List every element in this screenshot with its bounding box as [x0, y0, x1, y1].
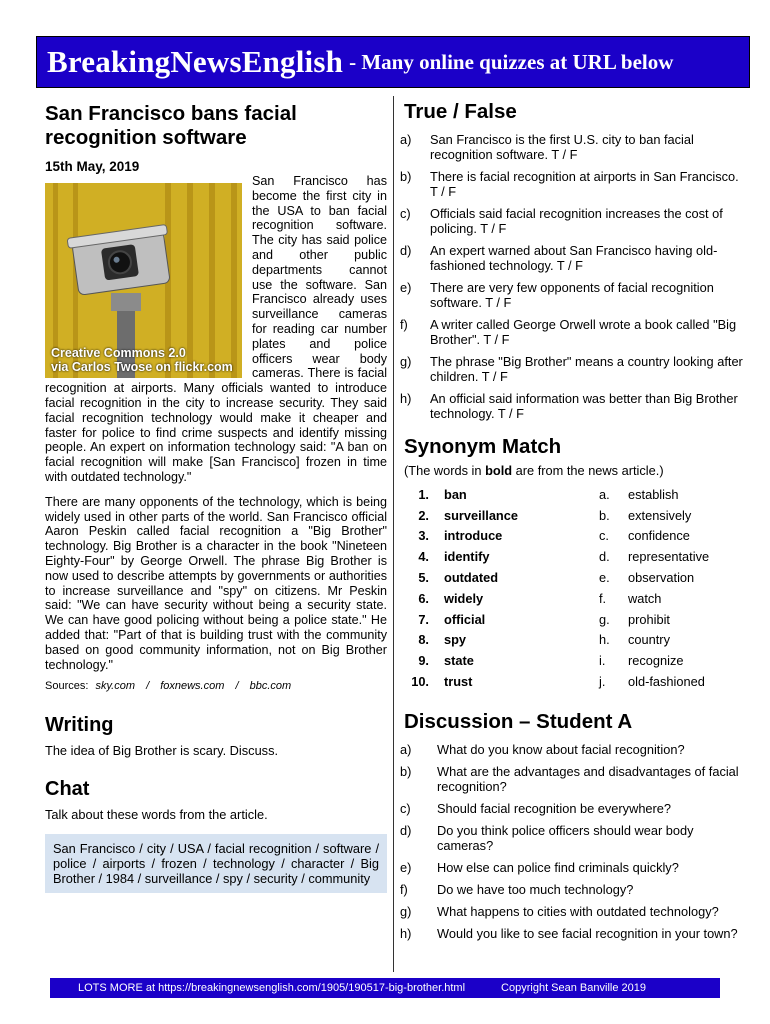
discussion-item — [400, 926, 745, 941]
item-letter: f) — [400, 881, 408, 897]
item-text: Officials said facial recognition increases the cost of policing. T / F — [430, 206, 723, 236]
row-word: surveillance — [444, 507, 518, 523]
row-letter: j. — [599, 674, 606, 690]
discussion-item — [400, 742, 745, 757]
item-text: An official said information was better than Big Brother technology. T / F — [430, 391, 738, 421]
article-title — [45, 102, 387, 150]
row-definition: country — [628, 632, 670, 648]
row-number: 4. — [418, 549, 429, 565]
synonym-row — [400, 526, 745, 547]
subtitle-text: (The words in — [404, 463, 486, 478]
row-definition: extensively — [628, 507, 692, 523]
article-title-line: recognition software — [45, 126, 247, 149]
activities-column — [400, 100, 745, 948]
row-letter: g. — [599, 611, 610, 627]
row-number: 9. — [418, 653, 429, 669]
discussion-item — [400, 860, 745, 875]
true-false-list — [400, 132, 745, 421]
item-letter: a) — [400, 132, 412, 147]
row-definition: old-fashioned — [628, 674, 705, 690]
item-text: What do you know about facial recognition? — [437, 741, 685, 757]
row-number: 2. — [418, 507, 429, 523]
row-definition: establish — [628, 486, 679, 502]
true-false-item — [400, 354, 745, 384]
writing-prompt: The idea of Big Brother is scary. Discuss. — [45, 743, 279, 759]
item-text: How else can police find criminals quickly? — [437, 859, 679, 875]
synonym-row — [400, 650, 745, 671]
item-letter: e) — [400, 859, 412, 875]
row-word: trust — [444, 674, 473, 690]
row-definition: representative — [628, 549, 710, 565]
discussion-heading: Discussion – Student A — [404, 709, 633, 733]
item-letter: d) — [400, 822, 412, 838]
row-number: 3. — [418, 528, 429, 544]
article-paragraph: There are many opponents of the technology, which is being widely used in other parts of the world. San Francisco official Aaron Peskin called facial recognition a "Big Brother" technology. Big Brother is a character in the book "Nineteen Eighty-Four" by George Orwell. The phrase Big Brother is now used to describe attempts by governments or authorities to increase surveillance and "spy" on citizens. Mr Peskin said: "We can have security without being a security state. We can have good policing without being a police state." He added that: "Part of that is building trust with the community based on good community information, not on Big Brother technology." — [45, 494, 387, 672]
true-false-item — [400, 280, 745, 310]
footer-copyright: Copyright Sean Banville 2019 — [501, 982, 646, 994]
row-word: introduce — [444, 528, 503, 544]
item-letter: b) — [400, 169, 412, 184]
site-brand: BreakingNewsEnglish — [47, 44, 344, 79]
source-separator: / — [146, 680, 150, 693]
discussion-item — [400, 764, 745, 794]
synonym-row — [400, 671, 745, 692]
synonym-row — [400, 588, 745, 609]
photo-credit-line: via Carlos Twose on flickr.com — [51, 360, 233, 374]
true-false-heading: True / False — [404, 100, 517, 123]
row-word: outdated — [444, 570, 499, 586]
row-word: ban — [444, 486, 467, 502]
item-text: There is facial recognition at airports in San Francisco. T / F — [430, 169, 739, 199]
true-false-item — [400, 317, 745, 347]
subtitle-text: are from the news article.) — [512, 463, 664, 478]
site-banner — [36, 36, 750, 88]
row-letter: i. — [599, 653, 606, 669]
item-text: San Francisco is the first U.S. city to ban facial recognition software. T / F — [430, 132, 694, 162]
chat-prompt: Talk about these words from the article. — [45, 807, 268, 823]
source-link[interactable]: foxnews.com — [160, 680, 225, 693]
item-letter: g) — [400, 903, 412, 919]
item-letter: c) — [400, 206, 411, 221]
item-letter: b) — [400, 763, 412, 779]
sources-line — [45, 680, 387, 692]
photo-credit — [51, 346, 233, 374]
item-text: There are very few opponents of facial recognition software. T / F — [430, 280, 714, 310]
item-letter: h) — [400, 391, 412, 406]
item-text: An expert warned about San Francisco having old-fashioned technology. T / F — [430, 243, 718, 273]
row-number: 1. — [418, 486, 429, 502]
synonym-table — [400, 484, 745, 692]
true-false-item — [400, 132, 745, 162]
synonym-heading: Synonym Match — [404, 435, 562, 458]
row-number: 8. — [418, 632, 429, 648]
row-word: official — [444, 611, 486, 627]
article-paragraph: San Francisco has become the first city in the USA to ban facial recognition software. The city has said police and other public departments cannot use the software. San Francisco already uses surveillance cameras for reading car number plates and police officers wear body cameras. There is facial recognition at airports. Many officials wanted to introduce facial recognition in the city to increase security. They said facial recognition technology would make it cheaper and faster for police to find crime suspects and identify missing people. An expert on information technology said: "A ban on facial recognition will make [San Francisco] frozen in time with outdated technology." — [45, 174, 387, 484]
article-title-line: San Francisco bans facial — [45, 102, 297, 125]
discussion-item — [400, 823, 745, 853]
item-text: Would you like to see facial recognition in your town? — [437, 925, 738, 941]
site-tagline: - Many online quizzes at URL below — [349, 49, 674, 74]
item-letter: g) — [400, 354, 412, 369]
row-number: 10. — [411, 674, 429, 690]
row-letter: c. — [599, 528, 609, 544]
article-date: 15th May, 2019 — [45, 159, 140, 174]
writing-heading: Writing — [45, 714, 114, 737]
item-letter: c) — [400, 800, 411, 816]
true-false-item — [400, 206, 745, 236]
item-text: A writer called George Orwell wrote a book called "Big Brother". T / F — [430, 317, 737, 347]
item-text: What happens to cities with outdated technology? — [437, 903, 719, 919]
synonym-row — [400, 484, 745, 505]
discussion-list — [400, 742, 745, 941]
source-link[interactable]: sky.com — [95, 680, 136, 693]
synonym-row — [400, 567, 745, 588]
item-letter: e) — [400, 280, 412, 295]
row-definition: confidence — [628, 528, 690, 544]
synonym-row — [400, 546, 745, 567]
row-word: widely — [444, 590, 484, 606]
item-text: What are the advantages and disadvantages of facial recognition? — [437, 763, 739, 794]
source-link[interactable]: bbc.com — [249, 680, 292, 693]
subtitle-bold: bold — [485, 463, 513, 478]
true-false-item — [400, 243, 745, 273]
item-text: Should facial recognition be everywhere? — [437, 800, 672, 816]
row-definition: observation — [628, 570, 695, 586]
synonym-row — [400, 630, 745, 651]
row-word: spy — [444, 632, 467, 648]
row-letter: d. — [599, 549, 610, 565]
row-word: state — [444, 653, 474, 669]
item-text: The phrase "Big Brother" means a country looking after children. T / F — [430, 354, 743, 384]
synonym-subtitle — [404, 463, 745, 478]
chat-word-box: San Francisco / city / USA / facial recognition / software / police / airports / frozen / technology / character / Big Brother / 1984 / surveillance / spy / security / community — [45, 834, 387, 893]
item-letter: d) — [400, 243, 412, 258]
footer-url-link[interactable]: LOTS MORE at https://breakingnewsenglish.com/1905/190517-big-brother.html — [78, 982, 466, 994]
row-letter: e. — [599, 570, 610, 586]
sources-label: Sources: — [45, 680, 89, 693]
row-definition: watch — [628, 590, 662, 606]
discussion-item — [400, 882, 745, 897]
item-letter: a) — [400, 741, 412, 757]
row-number: 7. — [418, 611, 429, 627]
row-word: identify — [444, 549, 490, 565]
article-column — [45, 100, 387, 893]
row-number: 5. — [418, 570, 429, 586]
photo-credit-line: Creative Commons 2.0 — [51, 346, 186, 360]
column-divider — [393, 96, 394, 972]
row-letter: b. — [599, 507, 610, 523]
item-text: Do you think police officers should wear body cameras? — [437, 822, 694, 853]
synonym-row — [400, 609, 745, 630]
true-false-item — [400, 169, 745, 199]
item-letter: f) — [400, 317, 408, 332]
article-photo — [45, 183, 242, 378]
discussion-item — [400, 904, 745, 919]
row-letter: a. — [599, 486, 610, 502]
row-number: 6. — [418, 590, 429, 606]
discussion-item — [400, 801, 745, 816]
chat-heading: Chat — [45, 778, 90, 801]
row-definition: prohibit — [628, 611, 670, 627]
synonym-row — [400, 505, 745, 526]
source-separator: / — [235, 680, 239, 693]
article-body — [45, 174, 387, 672]
row-definition: recognize — [628, 653, 684, 669]
item-letter: h) — [400, 925, 412, 941]
footer-bar — [50, 978, 720, 998]
true-false-item — [400, 391, 745, 421]
row-letter: h. — [599, 632, 610, 648]
row-letter: f. — [599, 590, 607, 606]
item-text: Do we have too much technology? — [437, 881, 634, 897]
